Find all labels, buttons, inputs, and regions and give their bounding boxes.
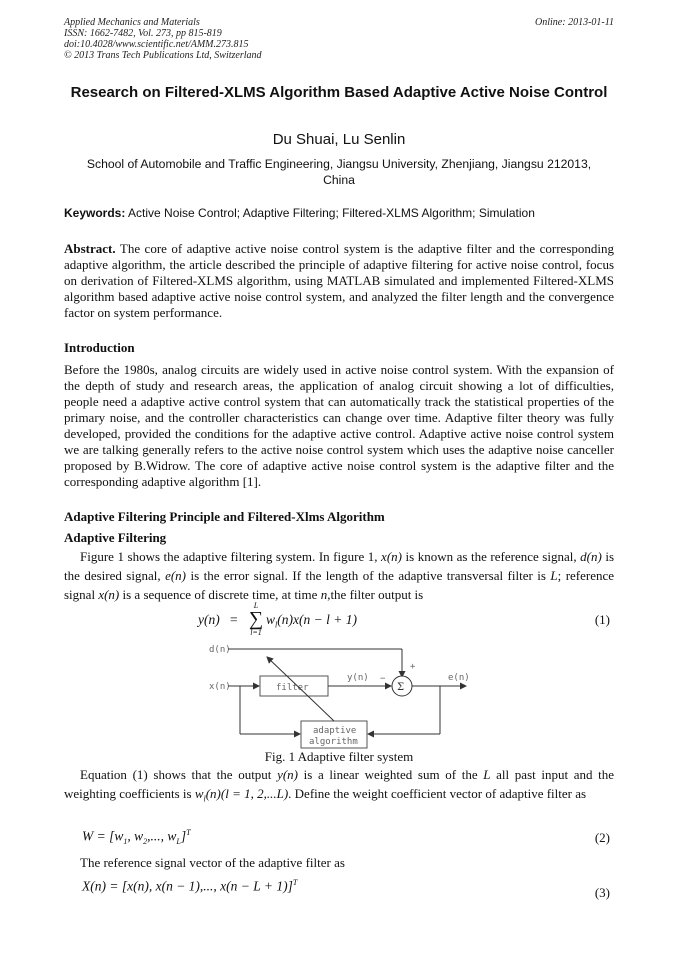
label-x-n: x(n) bbox=[209, 682, 231, 692]
adaptive-filter-diagram bbox=[200, 638, 480, 752]
introduction-text: Before the 1980s, analog circuits are widely used in active noise control system. With the expansion of the depth of study and research areas, the application of analog circuit showing a lot of difficulties, people need a adaptive active control system that can automatically track the statistical properties of the primary noise, and the controller characteristics can change over time. Adaptive filter theory was fully developed, provided the conditions for the adaptive active control. Adaptive active noise control system we are talking generally refers to the active noise control system which uses the adaptive noise canceller proposed by B.Widrow. The core of adaptive active noise control system is the adaptive filter and the corresponding adaptive algorithm [1]. bbox=[64, 362, 614, 489]
eq1-summation bbox=[248, 601, 264, 637]
eq1-rhs-rest: (n)x(n − l + 1) bbox=[277, 612, 357, 627]
symbol-y-n: y(n) bbox=[277, 767, 299, 782]
eq1-w-sub: l bbox=[275, 620, 278, 630]
eq2-s1: 1 bbox=[123, 837, 128, 847]
adaptive-label: adaptive bbox=[313, 726, 357, 736]
paragraph-output bbox=[64, 765, 614, 809]
eq2-s2: 2 bbox=[143, 837, 148, 847]
p2-text-b: is a linear weighted sum of the bbox=[303, 767, 478, 782]
keywords bbox=[64, 206, 614, 220]
equation-2 bbox=[82, 828, 191, 846]
eq2-b: , w bbox=[127, 828, 144, 844]
p2-text-c: all past input and the weighting coefficients is bbox=[64, 767, 615, 801]
p2-text-d: . Define the weight coefficient vector of adaptive filter as bbox=[288, 786, 587, 801]
eq2-a: W = [w bbox=[82, 828, 124, 844]
eq2-c: ,..., w bbox=[147, 828, 177, 844]
p1-text-b: is known as the reference signal, bbox=[405, 549, 577, 564]
algorithm-label: algorithm bbox=[309, 737, 358, 747]
equation-1-lhs bbox=[198, 612, 220, 628]
p1-text-a: Figure 1 shows the adaptive filtering system. In figure 1, bbox=[80, 549, 378, 564]
label-d-n: d(n) bbox=[209, 645, 231, 655]
p1-text-e: ; reference signal bbox=[64, 568, 615, 602]
eq2-sL: L bbox=[176, 837, 181, 847]
symbol-x-n-2: x(n) bbox=[98, 587, 120, 602]
eq3-sup: T bbox=[292, 878, 298, 887]
keywords-text: Active Noise Control; Adaptive Filtering; Filtered-XLMS Algorithm; Simulation bbox=[128, 206, 535, 220]
p2-text-a: Equation (1) shows that the output bbox=[80, 767, 272, 782]
eq1-sum-top: L bbox=[253, 601, 259, 610]
symbol-e-n: e(n) bbox=[165, 568, 187, 583]
p1-text-g: ,the filter output is bbox=[327, 587, 424, 602]
eq3-text: X(n) = [x(n), x(n − 1),..., x(n − L + 1)] bbox=[82, 878, 293, 894]
subsection-heading: Adaptive Filtering bbox=[64, 530, 167, 545]
authors: Du Shuai, Lu Senlin bbox=[272, 131, 406, 148]
equation-1-number: (1) bbox=[594, 612, 610, 627]
journal-name: Applied Mechanics and Materials bbox=[64, 17, 200, 28]
equation-3-number: (3) bbox=[594, 885, 610, 900]
affiliation: School of Automobile and Traffic Engineering, Jiangsu University, Zhenjiang, Jiangsu 212013, China bbox=[86, 157, 592, 187]
symbol-x-n: x(n) bbox=[381, 549, 402, 564]
symbol-n: n bbox=[320, 587, 328, 602]
symbol-L: L bbox=[550, 568, 558, 583]
eq1-sum-bottom: l=1 bbox=[250, 628, 262, 637]
equation-3 bbox=[82, 878, 297, 895]
plus-sign: + bbox=[410, 662, 416, 672]
eq1-lhs: y(n) bbox=[198, 612, 220, 627]
doi: doi:10.4028/www.scientific.net/AMM.273.815 bbox=[64, 39, 249, 50]
eq1-equals: = bbox=[230, 612, 238, 627]
symbol-L-2: L bbox=[483, 767, 491, 782]
abstract-text: The core of adaptive active noise control system is the adaptive filter and the corresponding adaptive algorithm, the article described the principle of adaptive filtering for active noise control, focus on derivation of Filtered-XLMS algorithm, using MATLAB simulated and implemented Filtered-XLMS algorithm based adaptive active noise control system, and analyzed the filter length and the convergence factor on system performance. bbox=[64, 241, 615, 320]
equation-2-number: (2) bbox=[594, 830, 610, 845]
journal-header bbox=[64, 17, 262, 61]
filter-label: filter bbox=[276, 683, 309, 693]
paper-title: Research on Filtered-XLMS Algorithm Based Adaptive Active Noise Control bbox=[70, 84, 608, 101]
label-e-n: e(n) bbox=[448, 673, 470, 683]
label-y-n: y(n) bbox=[347, 673, 369, 683]
online-date: Online: 2013-01-11 bbox=[535, 17, 614, 28]
symbol-w-rest: (n)(l = 1, 2,...L) bbox=[205, 786, 289, 801]
symbol-w-sub: l bbox=[203, 794, 206, 804]
eq2-close: ] bbox=[180, 828, 187, 844]
keywords-label: Keywords: bbox=[64, 206, 126, 220]
eq1-rhs bbox=[266, 612, 357, 630]
figure-caption: Fig. 1 Adaptive filter system bbox=[264, 749, 414, 764]
introduction-heading: Introduction bbox=[64, 340, 135, 355]
symbol-d-n: d(n) bbox=[580, 549, 602, 564]
p1-text-d: is the error signal. If the length of the adaptive transversal filter is bbox=[190, 568, 546, 583]
paragraph-reference-vector: The reference signal vector of the adaptive filter as bbox=[80, 855, 345, 870]
sigma-symbol: ∑ bbox=[248, 608, 264, 630]
issn: ISSN: 1662-7482, Vol. 273, pp 815-819 bbox=[64, 28, 222, 39]
abstract-label: Abstract. bbox=[64, 241, 116, 256]
sum-symbol: Σ bbox=[397, 682, 405, 693]
eq1-w: w bbox=[266, 612, 276, 627]
p1-text-f: is a sequence of discrete time, at time bbox=[122, 587, 318, 602]
section-heading: Adaptive Filtering Principle and Filtered-Xlms Algorithm bbox=[64, 509, 385, 524]
minus-sign: − bbox=[380, 674, 386, 684]
eq2-sup: T bbox=[186, 828, 191, 837]
paragraph-figure-intro bbox=[64, 547, 614, 604]
copyright: © 2013 Trans Tech Publications Ltd, Switzerland bbox=[64, 50, 262, 61]
abstract bbox=[64, 241, 614, 321]
symbol-w: w bbox=[194, 786, 204, 801]
p1-text-c: is the desired signal, bbox=[64, 549, 614, 583]
